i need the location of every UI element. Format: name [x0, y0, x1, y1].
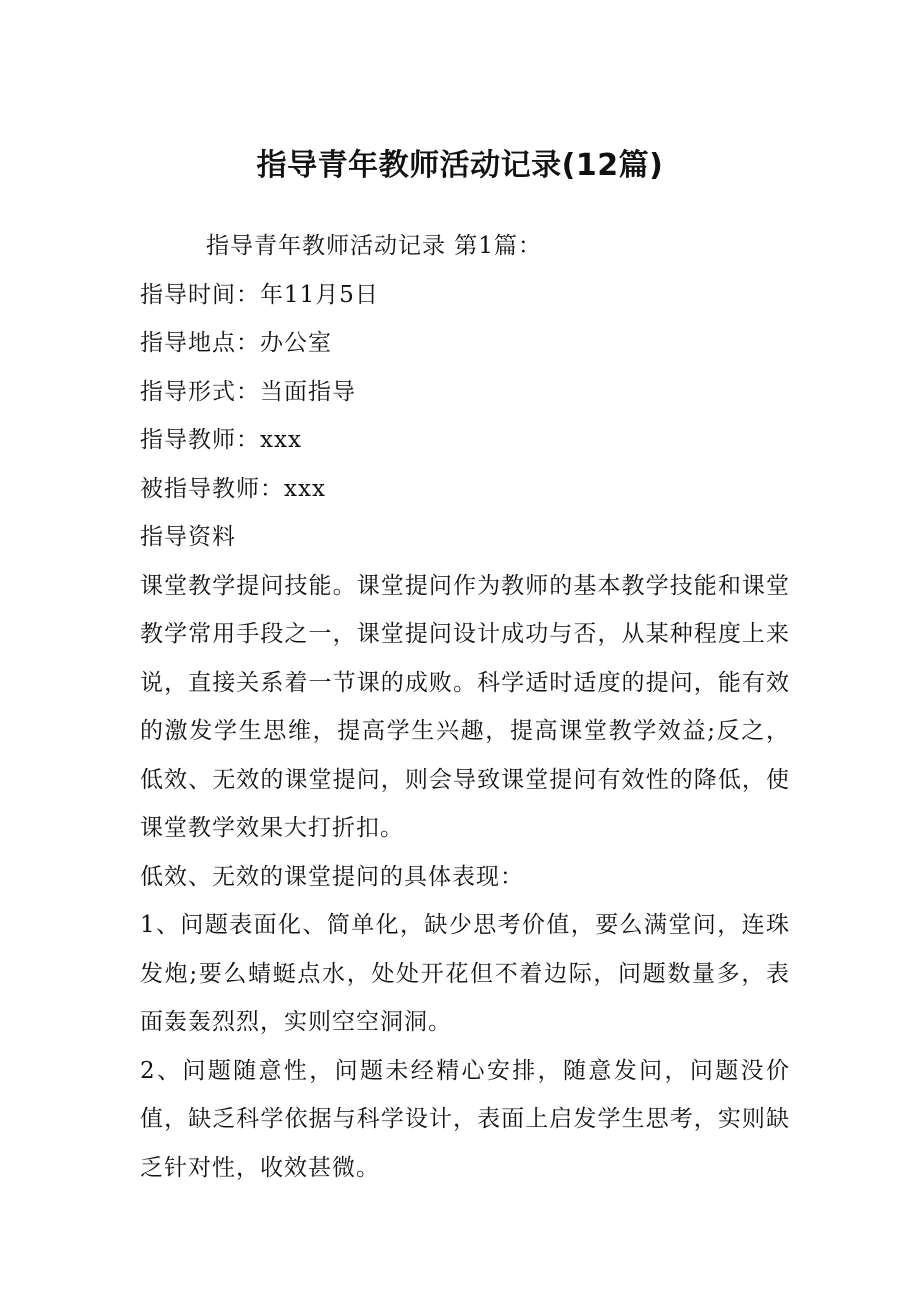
body-paragraph-3: 1、问题表面化、简单化，缺少思考价值，要么满堂问，连珠发炮;要么蜻蜓点水，处处开花但不着边际，问题数量多，表面轰轰烈烈，实则空空洞洞。	[140, 912, 790, 1035]
document-body	[140, 222, 790, 1192]
section-intro: 指导青年教师活动记录 第1篇：	[206, 233, 542, 259]
body-paragraph-4: 2、问题随意性，问题未经精心安排，随意发问，问题没价值，缺乏科学依据与科学设计，表面上启发学生思考，实则缺乏针对性，收效甚微。	[140, 1057, 790, 1181]
body-paragraph-1: 课堂教学提问技能。课堂提问作为教师的基本教学技能和课堂教学常用手段之一，课堂提问设计成功与否，从某种程度上来说，直接关系着一节课的成败。科学适时适度的提问，能有效的激发学生思维，提高学生兴趣，提高课堂教学效益;反之，低效、无效的课堂提问，则会导致课堂提问有效性的降低，使课堂教学效果大打折扣。	[140, 572, 790, 841]
field-guidance-form: 指导形式：当面指导	[140, 378, 356, 405]
body-paragraph-2: 低效、无效的课堂提问的具体表现：	[140, 863, 524, 890]
materials-heading: 指导资料	[140, 524, 236, 550]
field-guidance-place: 指导地点：办公室	[140, 330, 332, 356]
field-guidance-time: 指导时间：年11月5日	[140, 281, 379, 308]
field-mentee-teacher: 被指导教师：xxx	[140, 475, 326, 502]
field-guidance-teacher: 指导教师：xxx	[140, 427, 302, 453]
document-title: 指导青年教师活动记录(12篇)	[256, 148, 664, 183]
